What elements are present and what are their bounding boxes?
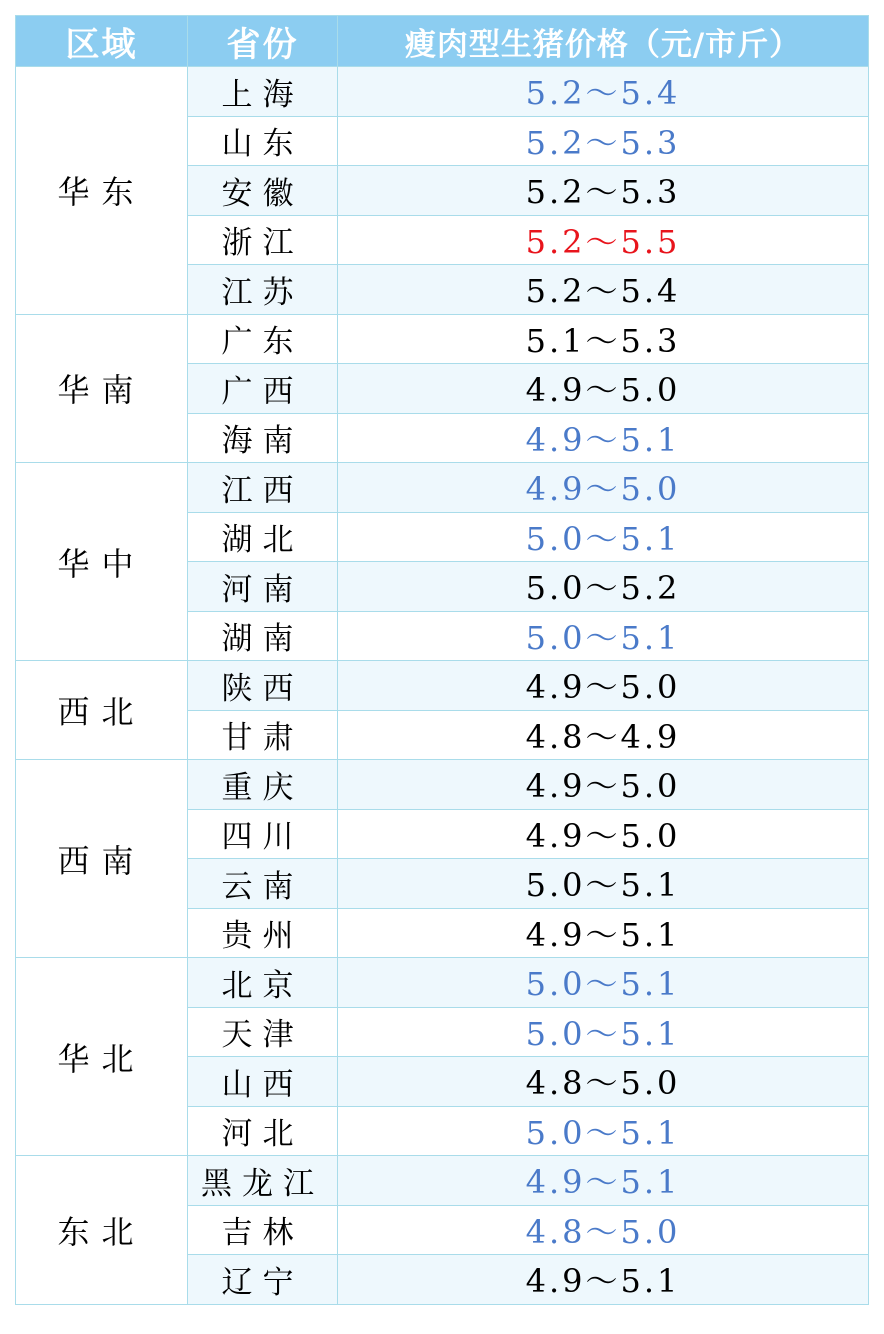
- price-cell: 4.9～5.0: [338, 463, 869, 513]
- province-cell: 重庆: [188, 760, 338, 810]
- table-row: [16, 67, 869, 117]
- region-cell: 华中: [16, 463, 188, 661]
- price-cell: 4.9～5.1: [338, 1156, 869, 1206]
- province-cell: 浙江: [188, 215, 338, 265]
- price-cell: 4.9～5.1: [338, 413, 869, 463]
- province-cell: 辽宁: [188, 1255, 338, 1305]
- price-cell: 5.2～5.4: [338, 265, 869, 315]
- table-row: [16, 661, 869, 711]
- table-row: [16, 958, 869, 1008]
- province-cell: 山西: [188, 1057, 338, 1107]
- region-cell: 东北: [16, 1156, 188, 1305]
- province-cell: 四川: [188, 809, 338, 859]
- province-cell: 河南: [188, 562, 338, 612]
- table-row: [16, 1156, 869, 1206]
- price-cell: 5.2～5.5: [338, 215, 869, 265]
- province-cell: 黑龙江: [188, 1156, 338, 1206]
- price-cell: 5.0～5.1: [338, 1007, 869, 1057]
- region-cell: 华南: [16, 314, 188, 463]
- header-row: [16, 16, 869, 67]
- province-cell: 湖北: [188, 512, 338, 562]
- price-cell: 4.8～4.9: [338, 710, 869, 760]
- price-cell: 5.0～5.1: [338, 958, 869, 1008]
- province-cell: 山东: [188, 116, 338, 166]
- province-cell: 贵州: [188, 908, 338, 958]
- price-cell: 5.0～5.1: [338, 859, 869, 909]
- price-cell: 5.0～5.1: [338, 1106, 869, 1156]
- province-cell: 河北: [188, 1106, 338, 1156]
- price-cell: 4.9～5.0: [338, 809, 869, 859]
- province-cell: 江苏: [188, 265, 338, 315]
- province-cell: 吉林: [188, 1205, 338, 1255]
- province-cell: 甘肃: [188, 710, 338, 760]
- price-table: [15, 15, 869, 1305]
- price-cell: 5.0～5.1: [338, 512, 869, 562]
- price-cell: 4.9～5.1: [338, 1255, 869, 1305]
- province-cell: 广东: [188, 314, 338, 364]
- price-cell: 5.1～5.3: [338, 314, 869, 364]
- province-cell: 湖南: [188, 611, 338, 661]
- region-cell: 华北: [16, 958, 188, 1156]
- province-cell: 安徽: [188, 166, 338, 216]
- table-row: [16, 760, 869, 810]
- table-body: [16, 67, 869, 1305]
- region-cell: 西南: [16, 760, 188, 958]
- region-cell: 西北: [16, 661, 188, 760]
- table-row: [16, 463, 869, 513]
- price-cell: 4.8～5.0: [338, 1205, 869, 1255]
- price-cell: 5.2～5.3: [338, 166, 869, 216]
- price-cell: 5.2～5.3: [338, 116, 869, 166]
- header-price: 瘦肉型生猪价格（元/市斤）: [338, 16, 869, 67]
- price-cell: 5.0～5.1: [338, 611, 869, 661]
- province-cell: 广西: [188, 364, 338, 414]
- province-cell: 江西: [188, 463, 338, 513]
- province-cell: 上海: [188, 67, 338, 117]
- province-cell: 海南: [188, 413, 338, 463]
- table-row: [16, 314, 869, 364]
- price-cell: 4.8～5.0: [338, 1057, 869, 1107]
- province-cell: 北京: [188, 958, 338, 1008]
- province-cell: 云南: [188, 859, 338, 909]
- header-province: 省份: [188, 16, 338, 67]
- header-region: 区域: [16, 16, 188, 67]
- price-cell: 4.9～5.0: [338, 364, 869, 414]
- price-cell: 5.2～5.4: [338, 67, 869, 117]
- price-cell: 4.9～5.1: [338, 908, 869, 958]
- province-cell: 天津: [188, 1007, 338, 1057]
- region-cell: 华东: [16, 67, 188, 315]
- price-cell: 4.9～5.0: [338, 760, 869, 810]
- price-cell: 5.0～5.2: [338, 562, 869, 612]
- price-cell: 4.9～5.0: [338, 661, 869, 711]
- province-cell: 陕西: [188, 661, 338, 711]
